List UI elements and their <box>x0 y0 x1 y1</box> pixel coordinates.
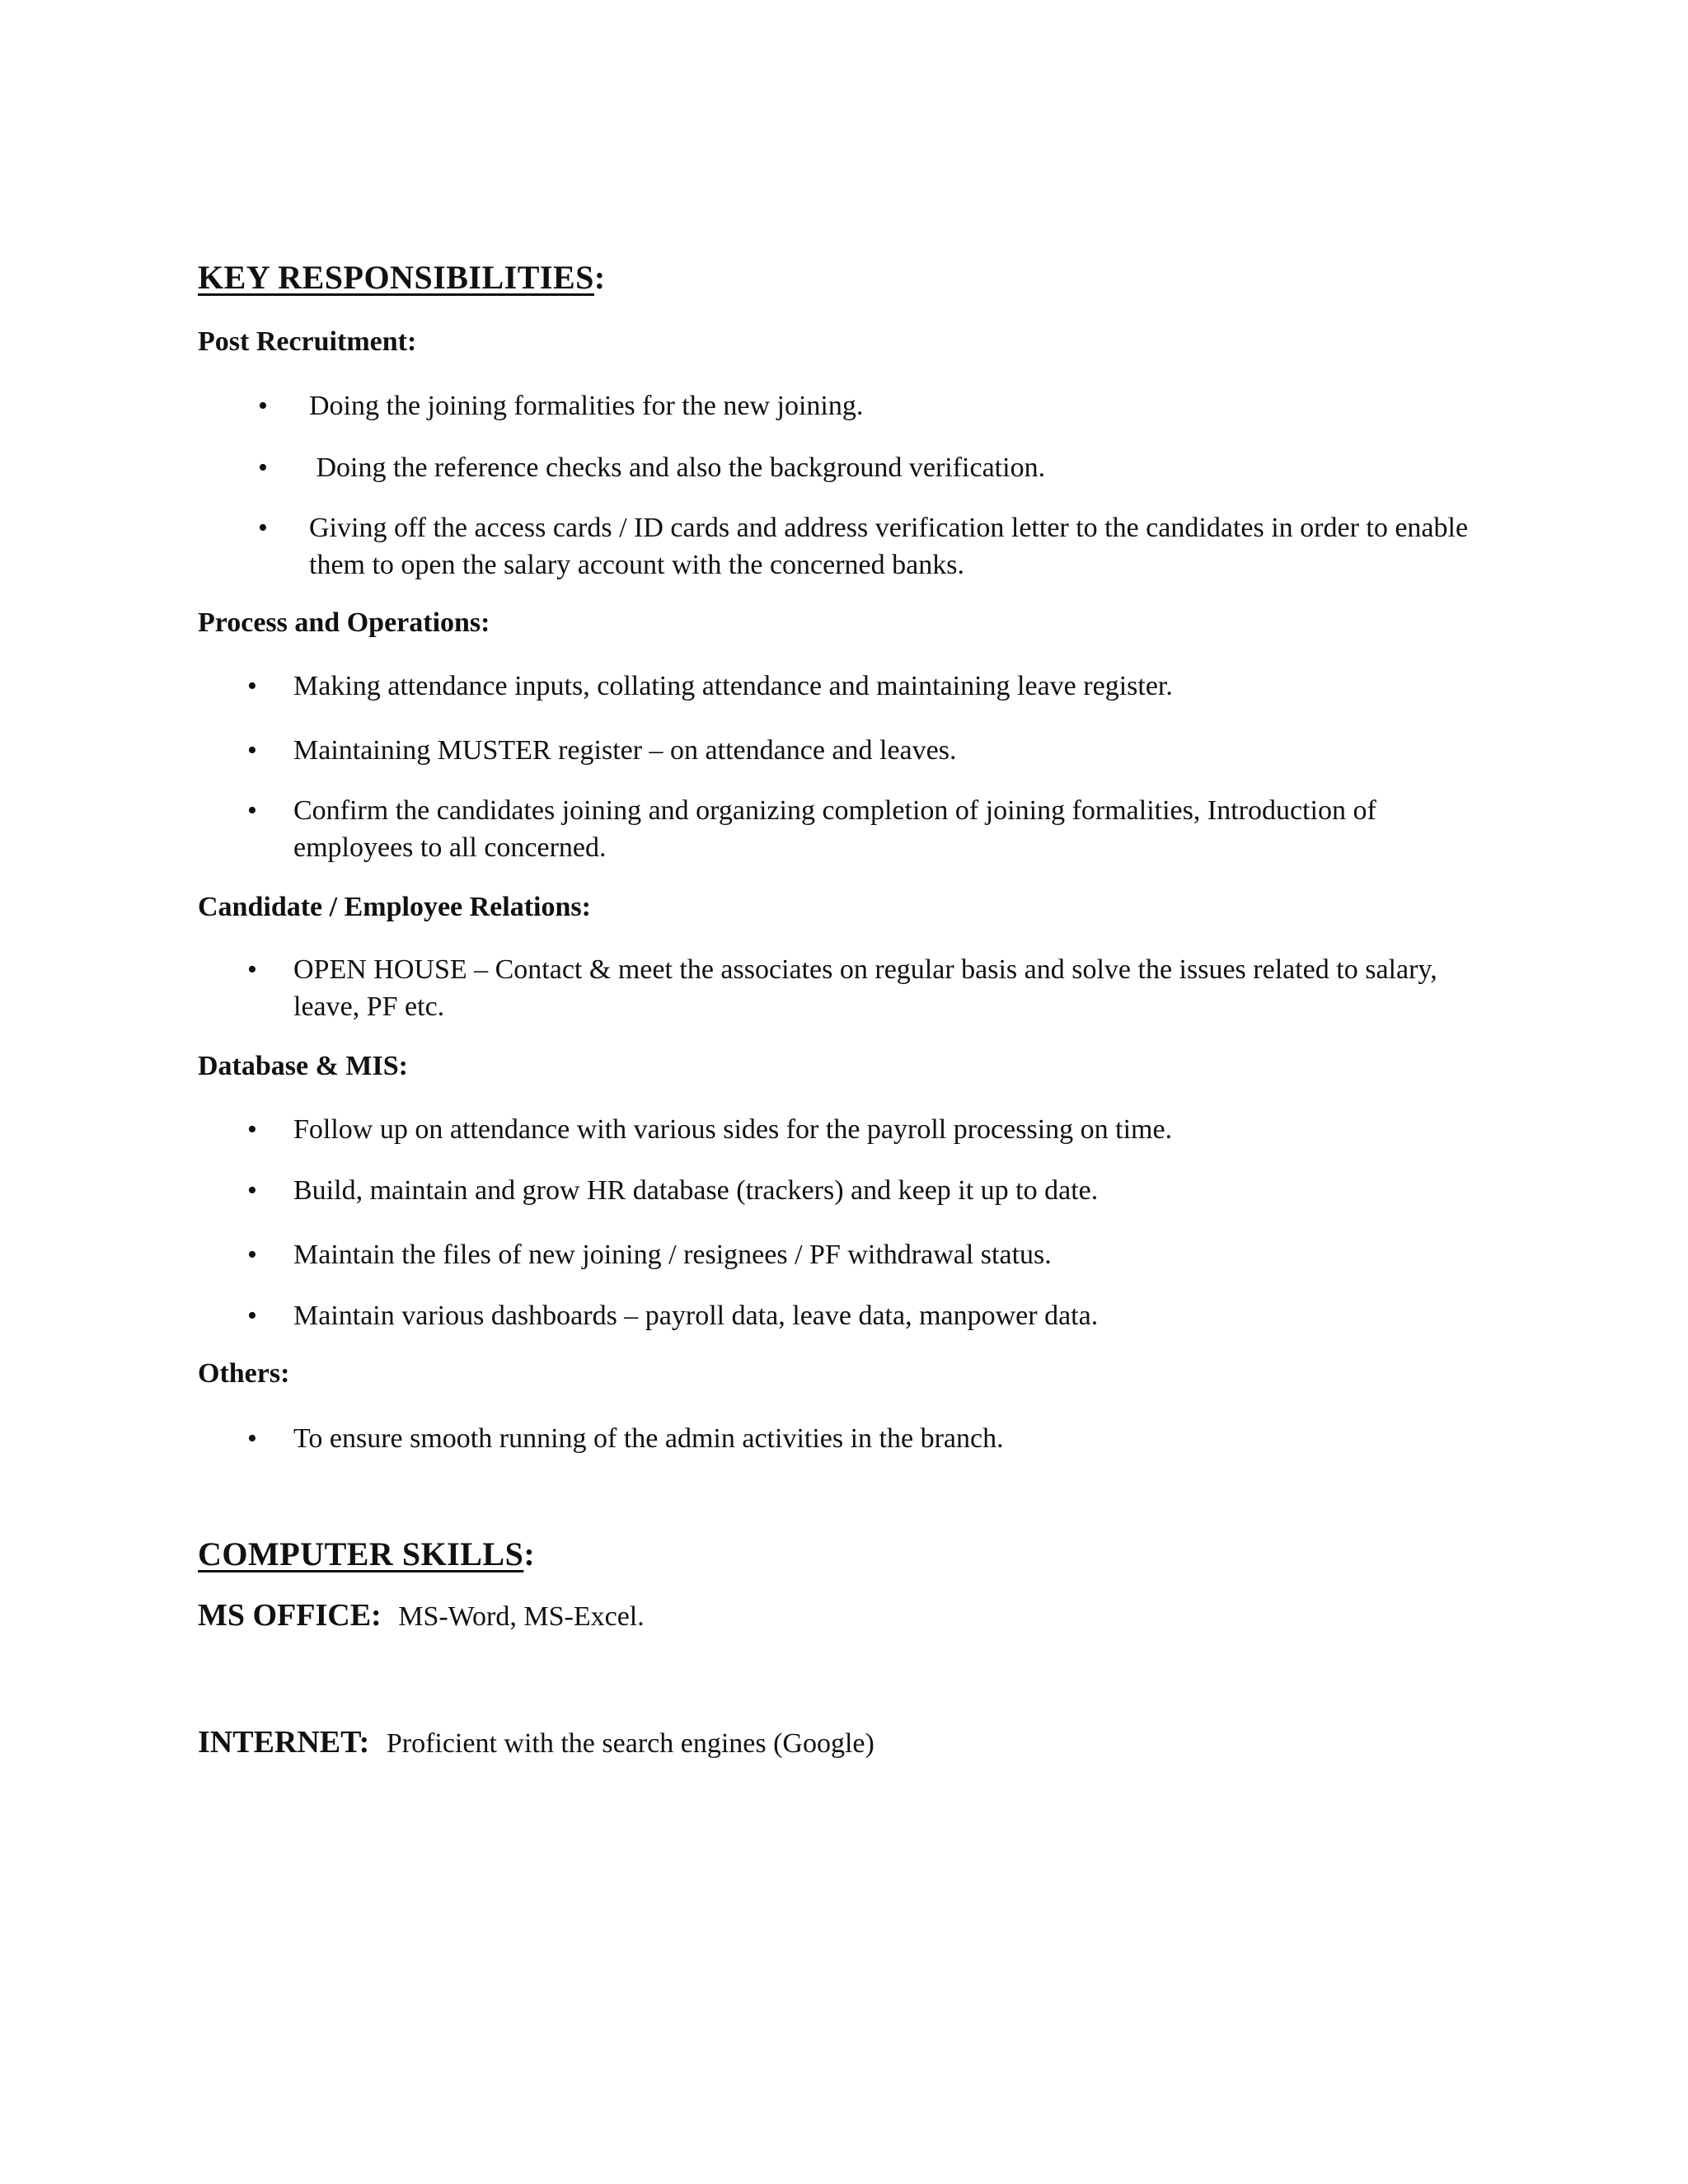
key-responsibilities-heading <box>198 258 606 297</box>
section-title-post-recruitment: Post Recruitment: <box>198 326 417 357</box>
list-item-text: Maintain the files of new joining / resignees / PF withdrawal status. <box>293 1240 1052 1270</box>
list-item-text: Making attendance inputs, collating attendance and maintaining leave register. <box>293 671 1173 701</box>
list-item-text: Giving off the access cards / ID cards and address verification letter to the candidates in order to enable them to open the salary account with the concerned banks. <box>309 513 1469 580</box>
computer-skills-heading-text: COMPUTER SKILLS <box>198 1535 524 1572</box>
bullet-icon: • <box>247 1175 257 1206</box>
key-responsibilities-heading-colon: : <box>593 259 606 296</box>
list-item-text: Maintaining MUSTER register – on attendance and leaves. <box>293 735 957 766</box>
list-item-text: Doing the reference checks and also the background verification. <box>309 452 1046 483</box>
bullet-icon: • <box>247 1301 257 1331</box>
section-title-employee-relations: Candidate / Employee Relations: <box>198 892 591 922</box>
computer-skills-heading-colon: : <box>523 1535 536 1572</box>
list-item-text: Follow up on attendance with various sides for the payroll processing on time. <box>293 1114 1173 1145</box>
bullet-icon: • <box>247 735 257 766</box>
computer-skills-heading <box>198 1535 535 1573</box>
list-item-text: Doing the joining formalities for the new joining. <box>309 391 864 421</box>
section-title-others: Others: <box>198 1358 290 1389</box>
bullet-icon: • <box>247 954 257 985</box>
bullet-icon: • <box>258 452 268 483</box>
bullet-icon: • <box>247 671 257 701</box>
section-title-database-mis: Database & MIS: <box>198 1051 408 1081</box>
section-title-process-operations: Process and Operations: <box>198 607 490 638</box>
list-item-text: Build, maintain and grow HR database (trackers) and keep it up to date. <box>293 1175 1099 1206</box>
bullet-icon: • <box>247 1114 257 1145</box>
bullet-icon: • <box>258 391 268 421</box>
list-item-text: To ensure smooth running of the admin activities in the branch. <box>293 1423 1004 1454</box>
internet-value: Proficient with the search engines (Google) <box>386 1728 874 1759</box>
bullet-icon: • <box>247 795 257 826</box>
list-item-text: OPEN HOUSE – Contact & meet the associates on regular basis and solve the issues related to salary, leave, PF etc. <box>293 954 1437 1022</box>
bullet-icon: • <box>258 513 268 543</box>
list-item-text: Confirm the candidates joining and organizing completion of joining formalities, Introduction of employees to all concerned. <box>293 795 1376 863</box>
ms-office-line <box>198 1597 645 1633</box>
bullet-icon: • <box>247 1423 257 1454</box>
bullet-icon: • <box>247 1240 257 1270</box>
internet-line <box>198 1724 874 1760</box>
ms-office-value: MS-Word, MS-Excel. <box>398 1601 645 1632</box>
list-item-text: Maintain various dashboards – payroll data, leave data, manpower data. <box>293 1301 1099 1331</box>
key-responsibilities-heading-text: KEY RESPONSIBILITIES <box>198 259 594 296</box>
internet-label: INTERNET: <box>198 1725 370 1760</box>
ms-office-label: MS OFFICE: <box>198 1598 382 1633</box>
